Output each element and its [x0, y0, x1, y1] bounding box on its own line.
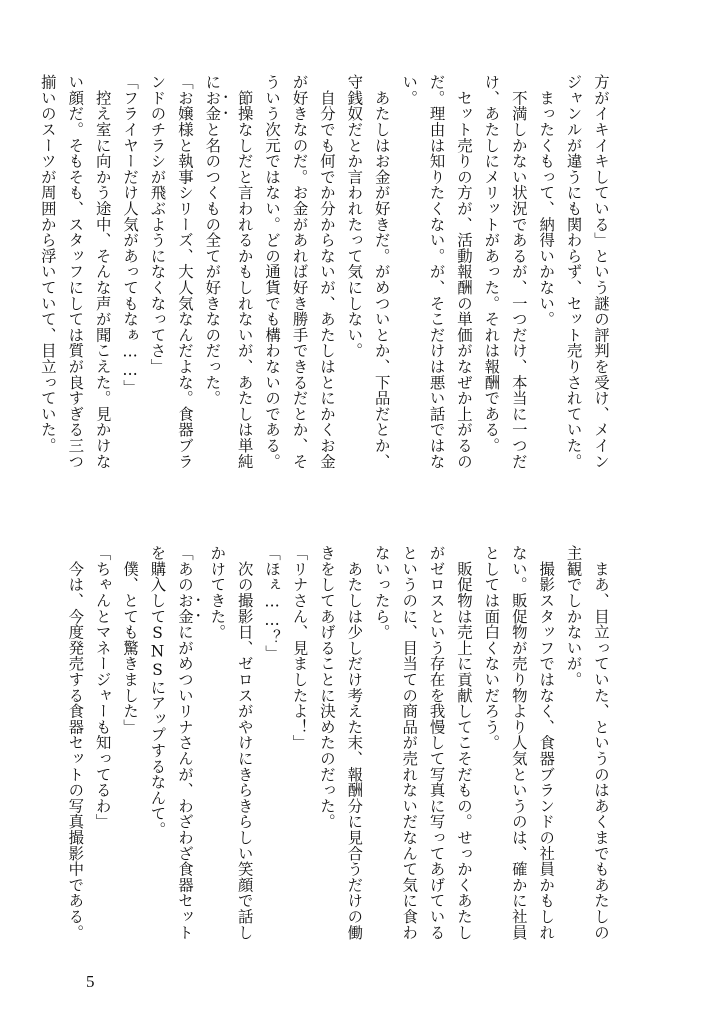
text-line: 主観でしかないが。: [564, 545, 583, 688]
text-line: としては面白くないだろう。: [482, 545, 501, 751]
text-line: 自分でも何でか分からないが、あたしはとにかくお金: [317, 74, 336, 469]
text-line: ンドのチラシが飛ぶようになくなってさ」: [148, 74, 167, 375]
text-line: い顔だ。そもそも、スタッフにしては質が良すぎる三つ: [66, 74, 85, 469]
text-line: 不満しかない状況であるが、一つだけ、本当に一つだ: [509, 74, 528, 469]
text-line: セット売りの方が、活動報酬の単価がなぜか上がるの: [454, 74, 473, 469]
text-line: 控え室に向かう途中、そんな声が聞こえた。見かけな: [93, 74, 112, 469]
text-line: ないったら。: [372, 545, 391, 640]
text-line: 「ほぇ……？」: [263, 545, 282, 661]
text-line: が好きなのだ。お金があれば好き勝手できるだとか、そ: [290, 74, 309, 469]
text-line: がゼロスという存在を我慢して写真に写ってあげている: [427, 545, 446, 940]
text-line: 「お嬢様と執事シリーズ、大人気なんだよな。食器ブラ: [175, 74, 194, 469]
text-line: 「フライヤーだけ人気があってもなぁ……」: [121, 74, 140, 396]
text-line: ういう次元ではない。どの通貨でも構わないのである。: [263, 74, 282, 469]
text-line: 節操なしだと言われるかもしれないが、あたしは単純: [235, 74, 254, 469]
text-line: きをしてあげることに決めたのだった。: [317, 545, 336, 830]
text-line: 「リナさん、見ましたよ！」: [290, 545, 309, 751]
text-line: 「ちゃんとマネージャーも知ってるわ」: [93, 545, 112, 830]
text-line: 僕、とても驚きました」: [121, 545, 140, 735]
text-line: い。: [400, 74, 419, 106]
text-line: かけてきた。: [208, 545, 227, 640]
text-line: 撮影スタッフではなく、食器ブランドの社員かもしれ: [537, 545, 556, 940]
text-line: まあ、目立っていた、というのはあくまでもあたしの: [592, 545, 610, 940]
page-number: 5: [86, 972, 95, 991]
text-line: あたしは少しだけ考えた末、報酬分に見合うだけの働: [345, 545, 364, 940]
text-block-upper: [33, 74, 614, 504]
text-line: ジャンルが違うにも関わらず、セット売りされていた。: [564, 74, 583, 469]
text-line: け、あたしにメリットがあった。それは報酬である。: [482, 74, 501, 454]
text-line: にお金と名のつくもの全てが好きなのだった。: [203, 74, 222, 406]
text-line: を購入してSNSにアップするなんて。: [148, 545, 167, 838]
text-line: だ。理由は知りたくない。が、そこだけは悪い話ではな: [427, 74, 446, 469]
text-line: 揃いのスーツが周囲から浮いていて、目立っていた。: [38, 74, 57, 454]
text-line: 方がイキイキしている」という謎の評判を受け、メイン: [592, 74, 610, 469]
text-line: まったくもって、納得いかない。: [537, 74, 556, 327]
text-line: ない。販促物が売り物より人気というのは、確かに社員: [509, 545, 528, 940]
text-line: 「あのお金にがめついリナさんが、わざわざ食器セット: [175, 545, 194, 941]
text-line: 販促物は売上に貢献してこそだもの。せっかくあたし: [454, 545, 473, 940]
text-line: 次の撮影日、ゼロスがやけにきらきらしい笑顔で話し: [235, 545, 254, 940]
text-line: あたしはお金が好きだ。がめついとか、下品だとか、: [372, 74, 391, 469]
text-line: 今は、今度発売する食器セットの写真撮影中である。: [66, 545, 85, 940]
text-block-lower: [61, 545, 614, 945]
text-line: というのに、目当ての商品が売れないだなんて気に食わ: [400, 545, 419, 940]
text-line: 守銭奴だとか言われたって気にしない。: [345, 74, 364, 359]
